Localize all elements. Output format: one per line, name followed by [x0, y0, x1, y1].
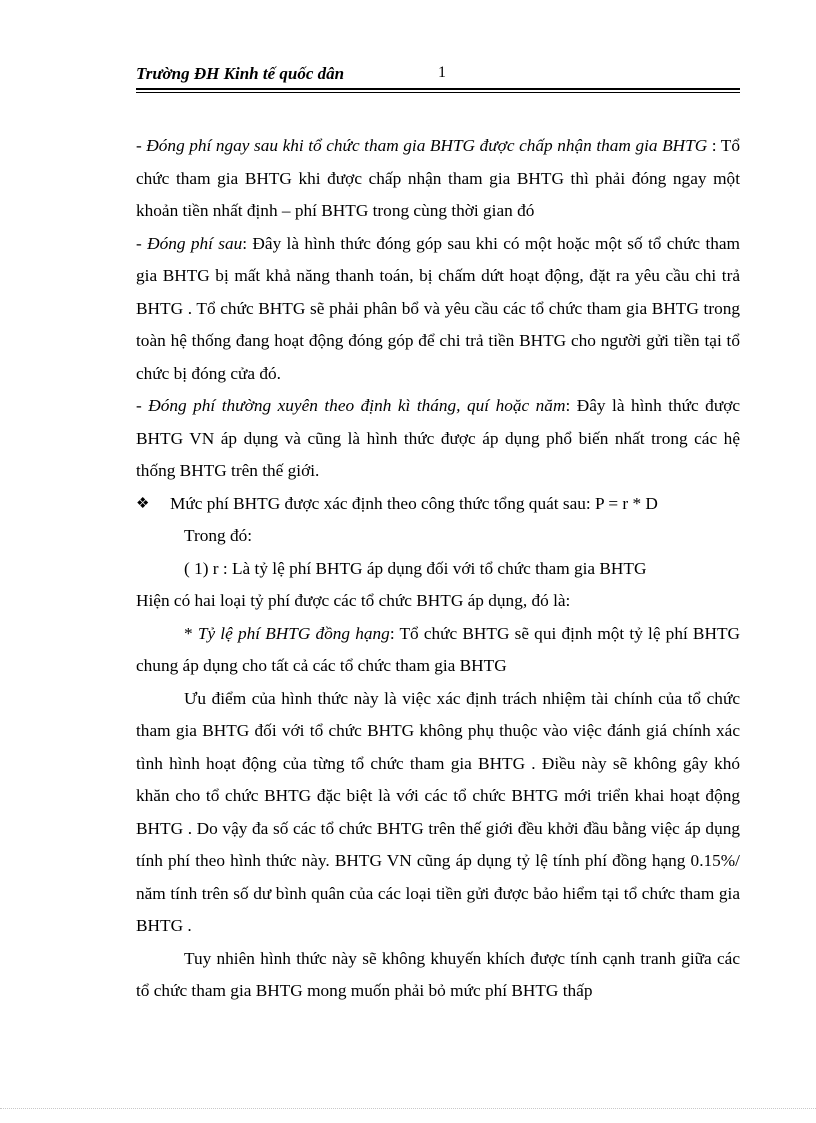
- paragraph-trong-do: Trong đó:: [184, 526, 253, 545]
- formula-text: Mức phí BHTG được xác định theo công thức tổng quát sau: P = r * D: [170, 493, 658, 513]
- paragraph-text: : Tổ chức BHTG sẽ qui định một tỷ lệ phí BHTG chung áp dụng cho tất cả các tổ chức tham gia BHTG: [136, 623, 740, 675]
- paragraph-uu-diem: Ưu điểm của hình thức này là việc xác định trách nhiệm tài chính của tổ chức tham gia BHTG đối với tổ chức BHTG không phụ thuộc vào việc đánh giá chính xác tình hình hoạt động của từng tổ chức tham gia BHTG . Điều này sẽ không gây khó khăn cho tổ chức BHTG đặc biệt là với các tổ chức BHTG mới triển khai hoạt động BHTG . Do vậy đa số các tổ chức BHTG trên thế giới đều khởi đầu bằng việc áp dụng tính phí theo hình thức này. BHTG VN cũng áp dụng tỷ lệ tính phí đồng hạng 0.15%/ năm tính trên số dư bình quân của các loại tiền gửi được bảo hiểm tại tổ chức tham gia BHTG .: [136, 688, 740, 935]
- page-number: 1: [438, 64, 446, 81]
- paragraph-hien-co: Hiện có hai loại tỷ phí được các tổ chức BHTG áp dụng, đó là:: [136, 591, 571, 610]
- header-rule-thick: [136, 88, 740, 90]
- paragraph-heading: - Đóng phí thường xuyên theo định kì tháng, quí hoặc năm: [136, 396, 566, 415]
- paragraph-text: : Đây là hình thức được BHTG VN áp dụng và cũng là hình thức được áp dụng phổ biến nhất trong các hệ thống BHTG trên thế giới.: [136, 396, 740, 480]
- paragraph-text: : Đây là hình thức đóng góp sau khi có một hoặc một số tổ chức tham gia BHTG bị mất khả năng thanh toán, bị chấm dứt hoạt động, đặt ra yêu cầu chi trả BHTG . Tổ chức BHTG sẽ phải phân bổ và yêu cầu các tổ chức tham gia BHTG trong toàn hệ thống đang hoạt động đóng góp để chi trả tiền BHTG cho người gửi tiền tại tổ chức bị đóng cửa đó.: [136, 233, 740, 383]
- document-body: [136, 130, 740, 1008]
- paragraph-text: : Tổ chức tham gia BHTG khi được chấp nhận tham gia BHTG thì phải đóng ngay một khoản tiền nhất định – phí BHTG trong cùng thời gian đó: [136, 136, 740, 220]
- paragraph-heading: - Đóng phí sau: [136, 233, 243, 253]
- paragraph-tuy-nhien: Tuy nhiên hình thức này sẽ không khuyến khích được tính cạnh tranh giữa các tổ chức tham gia BHTG mong muốn phải bỏ mức phí BHTG thấp: [136, 948, 740, 1000]
- bullet-formula: [136, 488, 740, 521]
- four-diamond-bullet-icon: ❖: [136, 495, 150, 512]
- paragraph-heading: Tỷ lệ phí BHTG đồng hạng: [197, 623, 390, 643]
- school-name: Trường ĐH Kinh tế quốc dân: [136, 64, 345, 83]
- header-rule-thin: [136, 92, 740, 93]
- paragraph-item-1: ( 1) r : Là tỷ lệ phí BHTG áp dụng đối với tổ chức tham gia BHTG: [184, 558, 647, 578]
- star-prefix: *: [184, 623, 198, 643]
- page-header: [136, 64, 740, 94]
- paragraph-heading: - Đóng phí ngay sau khi tổ chức tham gia BHTG được chấp nhận tham gia BHTG: [136, 136, 708, 155]
- paragraph-dong-phi-sau: [136, 228, 740, 391]
- paragraph-ty-le-dong-hang: [136, 618, 740, 683]
- paragraph-dong-phi-thuong-xuyen: [136, 390, 740, 488]
- page-bottom-border: [0, 1108, 816, 1109]
- paragraph-dong-phi-ngay: [136, 130, 740, 228]
